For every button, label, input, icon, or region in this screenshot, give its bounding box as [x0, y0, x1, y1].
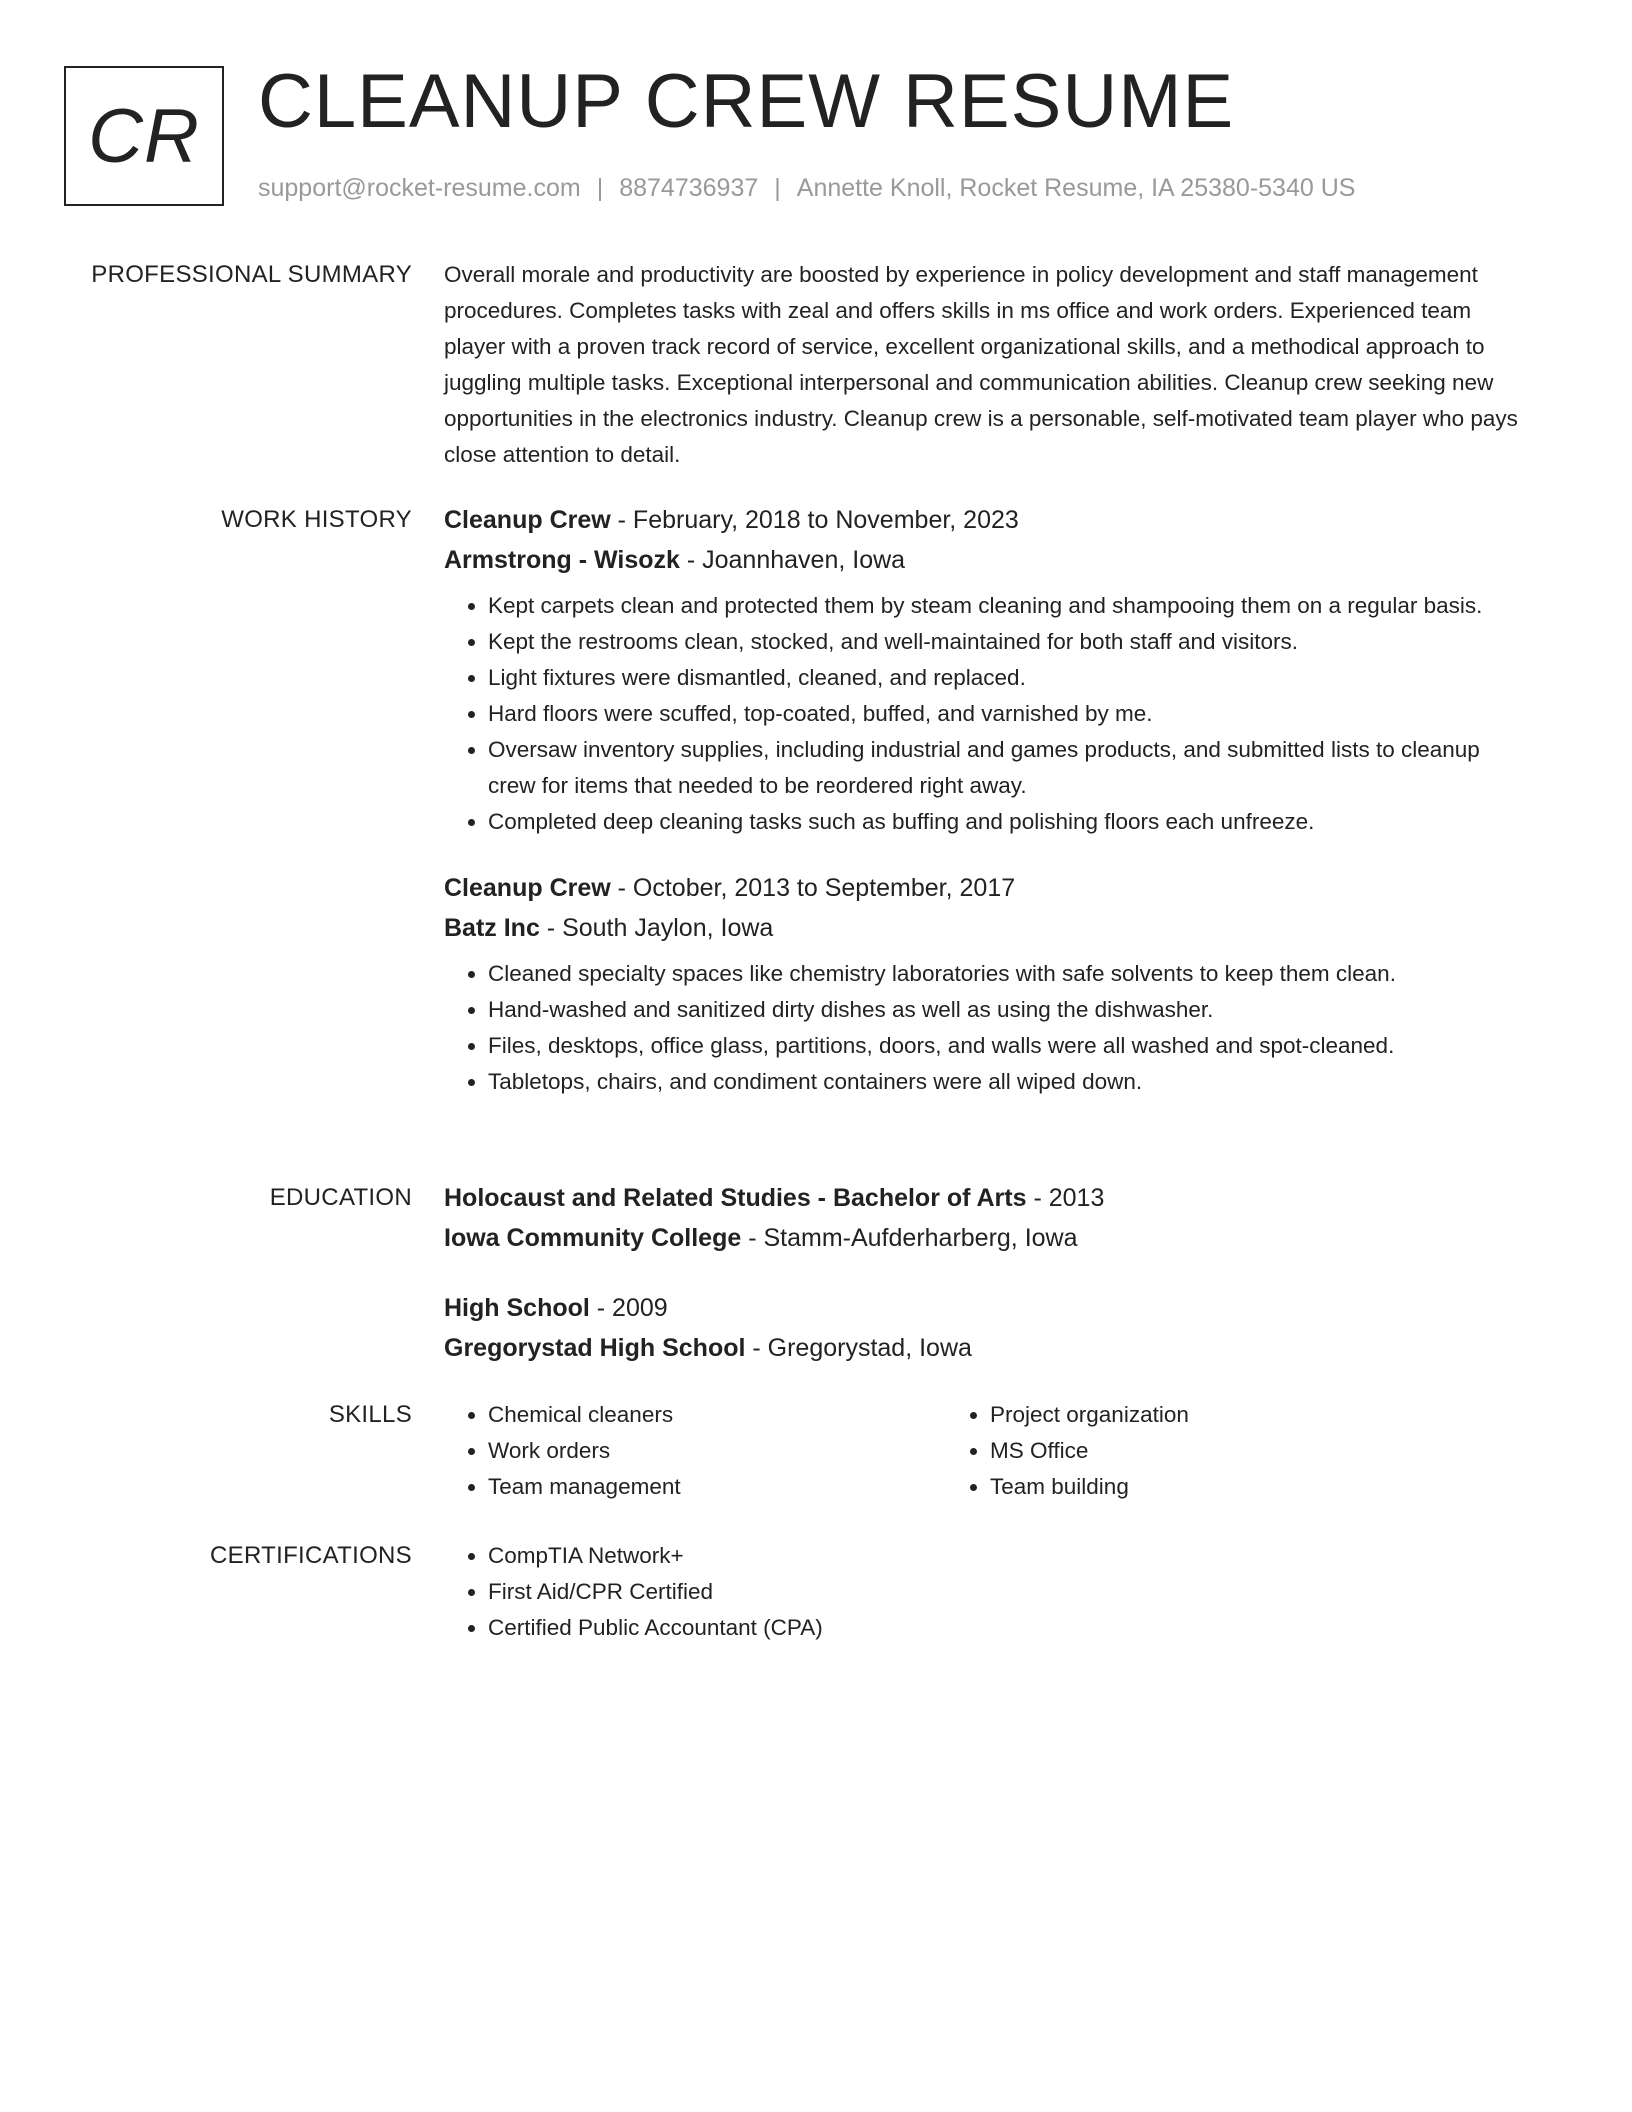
- contact-separator: |: [774, 174, 781, 202]
- degree-year: - 2013: [1026, 1184, 1105, 1212]
- section-label-summary: PROFESSIONAL SUMMARY: [91, 261, 412, 288]
- education-entry: [444, 1178, 1530, 1258]
- skills-list-left: [444, 1397, 946, 1505]
- skill-item: • Team building: [990, 1469, 1448, 1505]
- contact-email: support@rocket-resume.com: [258, 174, 581, 202]
- contact-line: [258, 174, 1355, 203]
- job-title: Cleanup Crew: [444, 874, 611, 902]
- section-label-skills: SKILLS: [328, 1401, 412, 1428]
- skills-list-right: [946, 1397, 1448, 1505]
- job-title-line: [444, 868, 1530, 908]
- contact-separator: |: [596, 174, 604, 202]
- job-company: Armstrong - Wisozk: [444, 546, 680, 574]
- list-item: • Kept carpets clean and protected them by steam cleaning and shampooing them on a regular basis.: [488, 588, 1530, 624]
- job-location: - South Jaylon, Iowa: [539, 914, 774, 942]
- resume-title: CLEANUP CREW RESUME: [258, 59, 1235, 144]
- degree: Holocaust and Related Studies - Bachelor of Arts: [444, 1184, 1027, 1212]
- skill-item: • MS Office: [990, 1433, 1448, 1469]
- school-location: - Gregorystad, Iowa: [745, 1334, 972, 1362]
- degree-line: [444, 1288, 1530, 1328]
- list-item: • Kept the restrooms clean, stocked, and well-maintained for both staff and visitors.: [488, 624, 1530, 660]
- degree-year: - 2009: [589, 1294, 668, 1322]
- degree-line: [444, 1178, 1530, 1218]
- job-company: Batz Inc: [444, 914, 540, 942]
- monogram-logo: CR: [64, 66, 224, 206]
- school: Iowa Community College: [444, 1224, 742, 1252]
- list-item: • Cleaned specialty spaces like chemistry laboratories with safe solvents to keep them clean.: [488, 956, 1530, 992]
- job-entry: [444, 868, 1530, 1100]
- school-line: [444, 1328, 1530, 1368]
- list-item: • Hard floors were scuffed, top-coated, buffed, and varnished by me.: [488, 696, 1530, 732]
- job-company-line: [444, 908, 1530, 948]
- job-duties-list: [444, 956, 1530, 1100]
- skill-item: • Team management: [488, 1469, 946, 1505]
- education-entry: [444, 1288, 1530, 1368]
- job-duties-list: [444, 588, 1530, 840]
- contact-phone: 8874736937: [619, 174, 759, 202]
- school-line: [444, 1218, 1530, 1258]
- job-title: Cleanup Crew: [444, 506, 611, 534]
- degree: High School: [444, 1294, 590, 1322]
- school-location: - Stamm-Aufderharberg, Iowa: [741, 1224, 1078, 1252]
- certification-item: • Certified Public Accountant (CPA): [488, 1610, 1530, 1646]
- summary-text: Overall morale and productivity are boosted by experience in policy development and staff management procedures. Completes tasks with zeal and offers skills in ms office and work orders. Experienced team player with a proven track record of service, excellent organizational skills, and a methodical approach to juggling multiple tasks. Exceptional interpersonal and communication abilities. Cleanup crew seeking new opportunities in the electronics industry. Cleanup crew is a personable, self-motivated team player who pays close attention to detail.: [444, 262, 1518, 467]
- skills-columns: [444, 1397, 1530, 1505]
- certification-item: • CompTIA Network+: [488, 1538, 1530, 1574]
- job-dates: - February, 2018 to November, 2023: [610, 506, 1019, 534]
- job-dates: - October, 2013 to September, 2017: [610, 874, 1016, 902]
- certifications-list: [444, 1538, 1530, 1646]
- school: Gregorystad High School: [444, 1334, 746, 1362]
- job-title-line: [444, 500, 1530, 540]
- list-item: • Light fixtures were dismantled, cleaned, and replaced.: [488, 660, 1530, 696]
- job-location: - Joannhaven, Iowa: [679, 546, 906, 574]
- list-item: • Completed deep cleaning tasks such as buffing and polishing floors each unfreeze.: [488, 804, 1530, 840]
- section-label-work-history: WORK HISTORY: [221, 506, 412, 533]
- job-entry: [444, 500, 1530, 840]
- section-label-certifications: CERTIFICATIONS: [210, 1542, 412, 1569]
- skill-item: • Chemical cleaners: [488, 1397, 946, 1433]
- contact-address: Annette Knoll, Rocket Resume, IA 25380-5340 US: [796, 174, 1356, 202]
- skill-item: • Work orders: [488, 1433, 946, 1469]
- job-company-line: [444, 540, 1530, 580]
- list-item: • Hand-washed and sanitized dirty dishes as well as using the dishwasher.: [488, 992, 1530, 1028]
- list-item: • Tabletops, chairs, and condiment containers were all wiped down.: [488, 1064, 1530, 1100]
- list-item: • Files, desktops, office glass, partitions, doors, and walls were all washed and spot-cleaned.: [488, 1028, 1530, 1064]
- section-label-education: EDUCATION: [269, 1184, 412, 1211]
- skill-item: • Project organization: [990, 1397, 1448, 1433]
- list-item: • Oversaw inventory supplies, including industrial and games products, and submitted lists to cleanup crew for items that needed to be reordered right away.: [488, 732, 1530, 804]
- certification-item: • First Aid/CPR Certified: [488, 1574, 1530, 1610]
